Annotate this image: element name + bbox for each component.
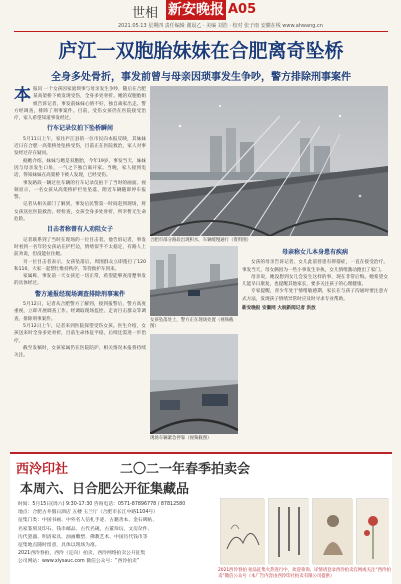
photo-caption-inset-2: 现场车辆紧急停靠（视频截图） [150, 436, 212, 441]
ad-painting-1 [220, 498, 264, 564]
figure-painting-icon [313, 499, 353, 565]
ad-line: 名家篆刻及印石、钱币邮品、古代名砚、古董珍玩、文房杂件、 [18, 526, 153, 532]
section-title-4: 母亲称女儿本身患有疾病 [281, 249, 348, 256]
section-title-1: 行车记录仪拍下坠桥瞬间 [46, 125, 113, 133]
ad-line: 时间：5月15日(周六) 9:30-17:30 咨询电话：0571-87896778 / 87812580 [18, 502, 186, 507]
photo-caption-inset-1: 女孩坠落处上，警方正在现场处置（视频截图） [150, 318, 234, 329]
bridge-scene-image [150, 246, 238, 316]
masthead [0, 0, 401, 34]
ad-subtitle: 本周六、日合肥公开征集藏品 [20, 482, 190, 497]
ad-line: 历代瓷器、明清家具、油画雕塑、佛教艺术、中国历代钱币等 [18, 534, 148, 540]
byline: 新安晚报 安徽网 大皖新闻记者 洪放 [242, 306, 316, 312]
article-paragraph: 家属称，事发前一天女孩还一切正常，希望能够查清楚事发的具体经过。 [14, 274, 146, 287]
section-name: 世相 [132, 6, 159, 21]
article-paragraph: 专家提醒，青少年处于情绪敏感期，家长在与孩子沟通时要注意方式方法，发现孩子情绪异常时应及时寻求专业帮助。 [242, 289, 388, 302]
article-paragraph: 事发路段一辆过往车辆的行车记录仪拍下了当时的画面。视频显示，一名女孩从高架桥护栏处坠落，附近车辆随即停车报警。 [14, 180, 146, 201]
article-paragraph: 另一位目击者表示，女孩坠落后，周围群众立即拨打了120和110，大家一起帮忙维持秩序，等待救护车到来。 [14, 259, 146, 272]
article-paragraph: 记者联系到了当时在现场的一位目击者。他告诉记者，事发时看到一名年轻女孩站在护栏边，情绪似乎不太稳定，有路人上前劝说，但没能拉住她。 [14, 237, 146, 258]
article-paragraph: 截至发稿时，女孩家属仍在医院陪护，相关情况本报将持续关注。 [14, 345, 146, 359]
page-number: A05 [228, 2, 257, 17]
newspaper-logo: 新安晚报 [168, 2, 224, 18]
section-title-3: 警方通报经现场调查排除刑事案件 [34, 290, 125, 298]
lead-paragraph: 报讯 一个女孩因家庭琐事与母亲发生争吵，随后在合肥某高架桥下被发现受伤，全身多处骨折。她的双胞胎姐姐告诉记者，事发前妹妹心情不好，独自离家出走。警方经调查，排除了刑事案件。目前，受伤女孩仍在医院接受治疗，家人希望知道事发经过。 [14, 87, 146, 122]
flower-painting-icon [357, 499, 389, 565]
section-title-2: 目击者称曾有人劝阻女子 [46, 226, 113, 234]
ad-brand-logo: 西泠印社 [16, 462, 69, 477]
article-paragraph: 据她介绍，妹妹与她是双胞胎，今年19岁。事发当天，妹妹因与母亲发生口角，一气之下独自离开家。当晚，家人接到电话，得知妹妹在高架桥下被人发现，已经受伤。 [14, 158, 146, 179]
ad-painting-3 [312, 498, 352, 564]
left-column [14, 86, 146, 452]
ad-line: 公司网站：www.xlysauc.com 微信公众号：“西泠拍卖” [18, 559, 140, 565]
article-paragraph: 5月12日，记者从合肥警方了解到，接到报警后，警方高度重视，立即开展调查工作。经调取现场监控、走访目击群众等调查，排除刑事案件。 [14, 302, 146, 322]
subheadline: 全身多处骨折，事发前曾与母亲因琐事发生争吵，警方排除刑事案件 [51, 72, 351, 83]
ad-line: 2021西泠春拍，西泠（定向）拍卖，西泠网络拍卖公开征集 [18, 551, 146, 557]
article-paragraph: 5月11日上午，家住庐江县的一位市民向本报反映，其妹妹近日在合肥一高架桥处坠桥受伤，目前正在医院救治，家人对事发经过存在疑问。 [14, 136, 146, 157]
auction-advertisement [10, 452, 392, 584]
ad-line: 征集地点随时留意，具体以现场为准。 [18, 543, 100, 549]
photo-caption-main: 合肥市部分路段出现积水，车辆缓慢通行（资料图） [150, 238, 251, 243]
masthead-rule [14, 31, 388, 32]
ad-line: 地点：合肥古井假日酒店 五楼 玉兰厅（合肥市长江中路1104号） [18, 510, 158, 516]
ad-details [18, 501, 216, 567]
article-paragraph: 记者从相关部门了解到，事发后民警第一时间赶到现场，将女孩送往医院救治。经检查，女孩全身多处骨折，所幸暂无生命危险。 [14, 202, 146, 223]
masthead-meta: 2021.05.13 星期四 责任编辑 谢晨乙 · 美编 刘浩 · 校对 张子雨 安徽在线 www.ahwang.cn [118, 23, 323, 29]
ad-painting-4 [356, 498, 388, 564]
car-interior-image [150, 334, 238, 434]
ad-footer: 2021西泠春拍 拍品征集火热进行中，欢迎垂询。详情请登录西泠拍卖官网或关注“西泠拍卖”微信公众号（本广告内容由西泠印社拍卖有限公司提供） [218, 568, 391, 579]
ad-title: 二〇二一年春季拍卖会 [120, 462, 251, 477]
ad-painting-2 [268, 498, 308, 564]
article-paragraph: 母亲说，她没想到女儿会发生这样的事，现在非常后悔。她希望女儿能早日康复，也提醒其他家长，要多关注孩子的心理健康。 [242, 274, 388, 288]
bridge-photo-image [150, 86, 388, 236]
right-column [242, 246, 388, 450]
drop-cap: 本 [14, 86, 31, 105]
article-paragraph: 5月12日上午，记者来到医院探望受伤女孩。医生介绍，女孩送来时全身多处骨折，目前生命体征平稳，后续还需进一步治疗。 [14, 323, 146, 344]
ad-line: 征集门类：中国书画、中外名人信札手迹、古籍善本、金石碑帖、 [18, 518, 158, 524]
landscape-painting-icon [221, 499, 265, 565]
headline: 庐江一双胞胎妹妹在合肥离奇坠桥 [58, 40, 344, 62]
article-paragraph: 女孩的母亲告诉记者，女儿此前曾患有抑郁症，一直在接受治疗。事发当天，母女俩因为一些小事发生争执，女儿情绪激动跑出了家门。 [242, 260, 388, 273]
inset-photo-2 [150, 334, 238, 434]
main-photo [150, 86, 388, 236]
calligraphy-painting-icon [269, 499, 309, 565]
inset-photo-1 [150, 246, 238, 316]
